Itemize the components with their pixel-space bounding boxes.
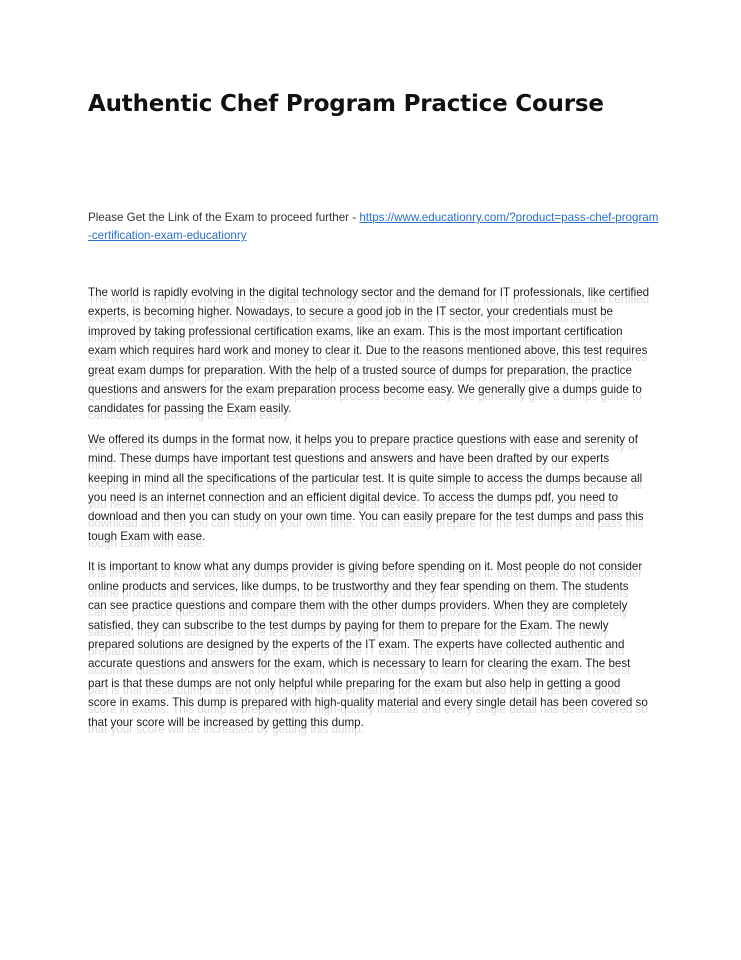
paragraph-3: It is important to know what any dumps provider is giving before spending on it. Most people do not consider online products and services, like dumps, to be trustworthy and they fear spending on them. The students can see practice questions and compare them with the other dumps providers. When they are completely satisfied, they can subscribe to the test dumps by paying for them to prepare for the Exam. The newly prepared solutions are designed by the experts of the IT exam. The experts have collected authentic and accurate questions and answers for the exam, which is necessary to learn for clearing the exam. The best part is that these dumps are not only helpful while preparing for the exam but also help in getting a good score in exams. This dump is prepared with high-quality material and every single detail has been covered so that your score will be increased by getting this dump. [88,560,648,729]
exam-link[interactable]: https://www.educationry.com/?product=pass-chef-program-certification-exam-educationry [88,211,659,242]
paragraph-2: We offered its dumps in the format now, it helps you to prepare practice questions with ease and serenity of mind. These dumps have important test questions and answers and have been drafted by our experts keeping in mind all the specifications of the particular test. It is quite simple to access the dumps because all you need is an internet connection and an efficient digital device. To access the dumps pdf, you need to download and then you can study on your own time. You can easily prepare for the test dumps and pass this tough Exam with ease. [88,432,644,543]
paragraph-1: The world is rapidly evolving in the digital technology sector and the demand for IT professionals, like certified experts, is becoming higher. Nowadays, to secure a good job in the IT sector, your credentials must be improved by taking professional certification exams, like an exam. This is the most important certification exam which requires hard work and money to clear it. Due to the reasons mentioned above, this test requires great exam dumps for preparation. With the help of a trusted source of dumps for preparation, the practice questions and answers for the exam preparation process become easy. We generally give a dumps guide to candidates for passing the Exam easily. [88,286,650,416]
intro-line [88,209,660,245]
page-title: Authentic Chef Program Practice Course [88,91,604,117]
intro-text: Please Get the Link of the Exam to proceed further - [88,211,360,224]
body-text [88,283,650,743]
